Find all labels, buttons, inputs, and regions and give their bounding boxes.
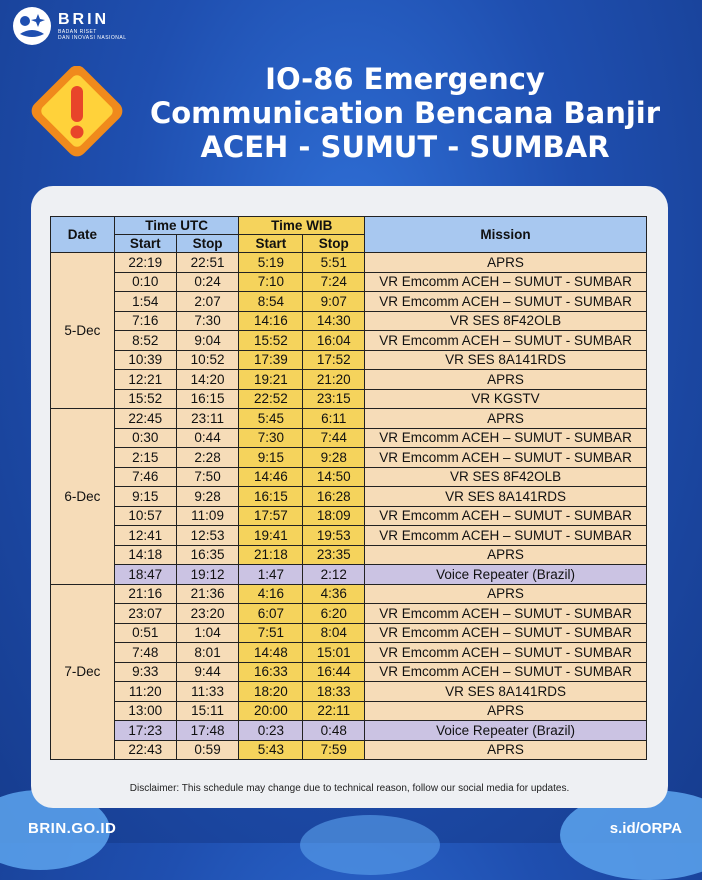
utc-stop-cell: 1:04 xyxy=(176,623,239,643)
mission-cell: VR Emcomm ACEH – SUMUT - SUMBAR xyxy=(365,428,647,448)
utc-start-cell: 22:19 xyxy=(114,253,176,273)
utc-stop-cell: 17:48 xyxy=(176,721,239,741)
utc-stop-cell: 9:04 xyxy=(176,331,239,351)
header-wib-start: Start xyxy=(239,235,303,253)
mission-cell: VR SES 8A141RDS xyxy=(365,350,647,370)
mission-cell: VR SES 8F42OLB xyxy=(365,467,647,487)
utc-stop-cell: 11:33 xyxy=(176,682,239,702)
footer-shortlink: s.id/ORPA xyxy=(609,820,682,837)
header-wib-stop: Stop xyxy=(303,235,365,253)
utc-start-cell: 12:41 xyxy=(114,526,176,546)
wib-start-cell: 7:51 xyxy=(239,623,303,643)
table-row xyxy=(51,565,647,585)
utc-start-cell: 8:52 xyxy=(114,331,176,351)
wib-stop-cell: 21:20 xyxy=(303,370,365,390)
utc-start-cell: 9:15 xyxy=(114,487,176,507)
wib-stop-cell: 7:24 xyxy=(303,272,365,292)
wib-stop-cell: 2:12 xyxy=(303,565,365,585)
table-row xyxy=(51,311,647,331)
mission-cell: Voice Repeater (Brazil) xyxy=(365,565,647,585)
mission-cell: VR Emcomm ACEH – SUMUT - SUMBAR xyxy=(365,448,647,468)
utc-stop-cell: 0:44 xyxy=(176,428,239,448)
mission-cell: APRS xyxy=(365,545,647,565)
utc-start-cell: 11:20 xyxy=(114,682,176,702)
schedule-body xyxy=(51,253,647,760)
wib-start-cell: 19:41 xyxy=(239,526,303,546)
utc-stop-cell: 10:52 xyxy=(176,350,239,370)
utc-start-cell: 12:21 xyxy=(114,370,176,390)
wib-stop-cell: 5:51 xyxy=(303,253,365,273)
utc-start-cell: 21:16 xyxy=(114,584,176,604)
wib-stop-cell: 6:20 xyxy=(303,604,365,624)
header-wib: Time WIB xyxy=(239,217,365,235)
wib-stop-cell: 4:36 xyxy=(303,584,365,604)
mission-cell: VR Emcomm ACEH – SUMUT - SUMBAR xyxy=(365,662,647,682)
utc-stop-cell: 2:07 xyxy=(176,292,239,312)
title-line: IO-86 Emergency xyxy=(265,62,545,96)
utc-start-cell: 0:51 xyxy=(114,623,176,643)
title-line: ACEH - SUMUT - SUMBAR xyxy=(200,130,610,164)
header-utc: Time UTC xyxy=(114,217,239,235)
utc-stop-cell: 0:59 xyxy=(176,740,239,760)
wib-stop-cell: 22:11 xyxy=(303,701,365,721)
table-row xyxy=(51,350,647,370)
table-row xyxy=(51,292,647,312)
utc-start-cell: 23:07 xyxy=(114,604,176,624)
wib-stop-cell: 23:15 xyxy=(303,389,365,409)
disclaimer-text: Disclaimer: This schedule may change due to technical reason, follow our social media for updates. xyxy=(129,783,570,794)
mission-cell: VR Emcomm ACEH – SUMUT - SUMBAR xyxy=(365,331,647,351)
wib-start-cell: 16:33 xyxy=(239,662,303,682)
table-row xyxy=(51,409,647,429)
table-row xyxy=(51,721,647,741)
table-row xyxy=(51,448,647,468)
utc-stop-cell: 15:11 xyxy=(176,701,239,721)
table-row xyxy=(51,604,647,624)
date-cell: 7-Dec xyxy=(51,584,115,760)
utc-start-cell: 10:57 xyxy=(114,506,176,526)
utc-stop-cell: 9:44 xyxy=(176,662,239,682)
table-row xyxy=(51,506,647,526)
wib-start-cell: 5:19 xyxy=(239,253,303,273)
mission-cell: APRS xyxy=(365,701,647,721)
mission-cell: APRS xyxy=(365,409,647,429)
wib-start-cell: 4:16 xyxy=(239,584,303,604)
mission-cell: VR Emcomm ACEH – SUMUT - SUMBAR xyxy=(365,623,647,643)
wib-stop-cell: 14:30 xyxy=(303,311,365,331)
wib-start-cell: 0:23 xyxy=(239,721,303,741)
wib-stop-cell: 8:04 xyxy=(303,623,365,643)
utc-start-cell: 14:18 xyxy=(114,545,176,565)
wib-stop-cell: 9:07 xyxy=(303,292,365,312)
table-row xyxy=(51,662,647,682)
wib-start-cell: 7:30 xyxy=(239,428,303,448)
page-title xyxy=(130,62,680,164)
wib-stop-cell: 16:44 xyxy=(303,662,365,682)
utc-start-cell: 17:23 xyxy=(114,721,176,741)
utc-start-cell: 22:43 xyxy=(114,740,176,760)
mission-cell: VR Emcomm ACEH – SUMUT - SUMBAR xyxy=(365,643,647,663)
table-row xyxy=(51,428,647,448)
wib-stop-cell: 15:01 xyxy=(303,643,365,663)
mission-cell: APRS xyxy=(365,740,647,760)
mission-cell: APRS xyxy=(365,584,647,604)
footer-website: BRIN.GO.ID xyxy=(28,820,117,837)
wib-start-cell: 14:16 xyxy=(239,311,303,331)
wib-stop-cell: 9:28 xyxy=(303,448,365,468)
mission-cell: VR SES 8A141RDS xyxy=(365,682,647,702)
title-line: Communication Bencana Banjir xyxy=(149,96,661,130)
utc-start-cell: 0:30 xyxy=(114,428,176,448)
table-row xyxy=(51,740,647,760)
mission-cell: VR Emcomm ACEH – SUMUT - SUMBAR xyxy=(365,506,647,526)
utc-stop-cell: 2:28 xyxy=(176,448,239,468)
table-row xyxy=(51,467,647,487)
table-row xyxy=(51,331,647,351)
wib-stop-cell: 7:59 xyxy=(303,740,365,760)
utc-stop-cell: 11:09 xyxy=(176,506,239,526)
utc-start-cell: 7:16 xyxy=(114,311,176,331)
header-date: Date xyxy=(51,217,115,253)
brin-logo xyxy=(12,6,127,46)
wib-stop-cell: 23:35 xyxy=(303,545,365,565)
utc-stop-cell: 7:50 xyxy=(176,467,239,487)
utc-stop-cell: 22:51 xyxy=(176,253,239,273)
wib-start-cell: 14:46 xyxy=(239,467,303,487)
wib-start-cell: 7:10 xyxy=(239,272,303,292)
wib-start-cell: 1:47 xyxy=(239,565,303,585)
schedule-card xyxy=(31,186,668,808)
wib-start-cell: 22:52 xyxy=(239,389,303,409)
table-row xyxy=(51,545,647,565)
wib-start-cell: 21:18 xyxy=(239,545,303,565)
wib-stop-cell: 17:52 xyxy=(303,350,365,370)
utc-start-cell: 2:15 xyxy=(114,448,176,468)
utc-stop-cell: 9:28 xyxy=(176,487,239,507)
warning-icon xyxy=(28,66,132,162)
wib-stop-cell: 18:09 xyxy=(303,506,365,526)
utc-stop-cell: 7:30 xyxy=(176,311,239,331)
utc-stop-cell: 16:35 xyxy=(176,545,239,565)
wib-stop-cell: 14:50 xyxy=(303,467,365,487)
table-row xyxy=(51,389,647,409)
wib-start-cell: 16:15 xyxy=(239,487,303,507)
utc-stop-cell: 23:20 xyxy=(176,604,239,624)
table-row xyxy=(51,682,647,702)
wib-stop-cell: 0:48 xyxy=(303,721,365,741)
utc-start-cell: 10:39 xyxy=(114,350,176,370)
header-mission: Mission xyxy=(365,217,647,253)
utc-start-cell: 9:33 xyxy=(114,662,176,682)
wib-stop-cell: 18:33 xyxy=(303,682,365,702)
wib-start-cell: 6:07 xyxy=(239,604,303,624)
wib-stop-cell: 16:04 xyxy=(303,331,365,351)
utc-start-cell: 0:10 xyxy=(114,272,176,292)
mission-cell: VR SES 8F42OLB xyxy=(365,311,647,331)
schedule-table xyxy=(50,216,647,760)
wib-start-cell: 18:20 xyxy=(239,682,303,702)
utc-start-cell: 7:46 xyxy=(114,467,176,487)
table-row xyxy=(51,370,647,390)
table-row xyxy=(51,701,647,721)
wib-stop-cell: 16:28 xyxy=(303,487,365,507)
brand-name: BRIN xyxy=(58,11,110,28)
date-cell: 5-Dec xyxy=(51,253,115,409)
wib-start-cell: 20:00 xyxy=(239,701,303,721)
wib-stop-cell: 6:11 xyxy=(303,409,365,429)
wib-stop-cell: 19:53 xyxy=(303,526,365,546)
table-row xyxy=(51,584,647,604)
header-utc-start: Start xyxy=(114,235,176,253)
mission-cell: VR KGSTV xyxy=(365,389,647,409)
wib-start-cell: 8:54 xyxy=(239,292,303,312)
utc-start-cell: 7:48 xyxy=(114,643,176,663)
wib-start-cell: 17:39 xyxy=(239,350,303,370)
date-cell: 6-Dec xyxy=(51,409,115,585)
table-row xyxy=(51,623,647,643)
utc-stop-cell: 21:36 xyxy=(176,584,239,604)
wib-start-cell: 9:15 xyxy=(239,448,303,468)
utc-start-cell: 18:47 xyxy=(114,565,176,585)
mission-cell: APRS xyxy=(365,253,647,273)
mission-cell: VR Emcomm ACEH – SUMUT - SUMBAR xyxy=(365,272,647,292)
table-row xyxy=(51,253,647,273)
wib-start-cell: 19:21 xyxy=(239,370,303,390)
wib-start-cell: 15:52 xyxy=(239,331,303,351)
utc-stop-cell: 16:15 xyxy=(176,389,239,409)
brand-subtitle: BADAN RISET xyxy=(58,29,97,35)
cloud-decoration xyxy=(300,815,440,875)
mission-cell: VR Emcomm ACEH – SUMUT - SUMBAR xyxy=(365,604,647,624)
utc-stop-cell: 14:20 xyxy=(176,370,239,390)
wib-stop-cell: 7:44 xyxy=(303,428,365,448)
header-utc-stop: Stop xyxy=(176,235,239,253)
brand-subtitle: DAN INOVASI NASIONAL xyxy=(58,35,127,41)
table-row xyxy=(51,526,647,546)
mission-cell: VR SES 8A141RDS xyxy=(365,487,647,507)
mission-cell: APRS xyxy=(365,370,647,390)
brin-logo-icon xyxy=(12,6,52,46)
utc-start-cell: 1:54 xyxy=(114,292,176,312)
mission-cell: VR Emcomm ACEH – SUMUT - SUMBAR xyxy=(365,526,647,546)
wib-start-cell: 5:43 xyxy=(239,740,303,760)
mission-cell: Voice Repeater (Brazil) xyxy=(365,721,647,741)
wib-start-cell: 5:45 xyxy=(239,409,303,429)
utc-stop-cell: 12:53 xyxy=(176,526,239,546)
wib-start-cell: 17:57 xyxy=(239,506,303,526)
table-row xyxy=(51,487,647,507)
utc-stop-cell: 8:01 xyxy=(176,643,239,663)
utc-start-cell: 13:00 xyxy=(114,701,176,721)
utc-stop-cell: 19:12 xyxy=(176,565,239,585)
table-row xyxy=(51,272,647,292)
mission-cell: VR Emcomm ACEH – SUMUT - SUMBAR xyxy=(365,292,647,312)
utc-start-cell: 15:52 xyxy=(114,389,176,409)
utc-stop-cell: 23:11 xyxy=(176,409,239,429)
utc-stop-cell: 0:24 xyxy=(176,272,239,292)
wib-start-cell: 14:48 xyxy=(239,643,303,663)
utc-start-cell: 22:45 xyxy=(114,409,176,429)
table-row xyxy=(51,643,647,663)
